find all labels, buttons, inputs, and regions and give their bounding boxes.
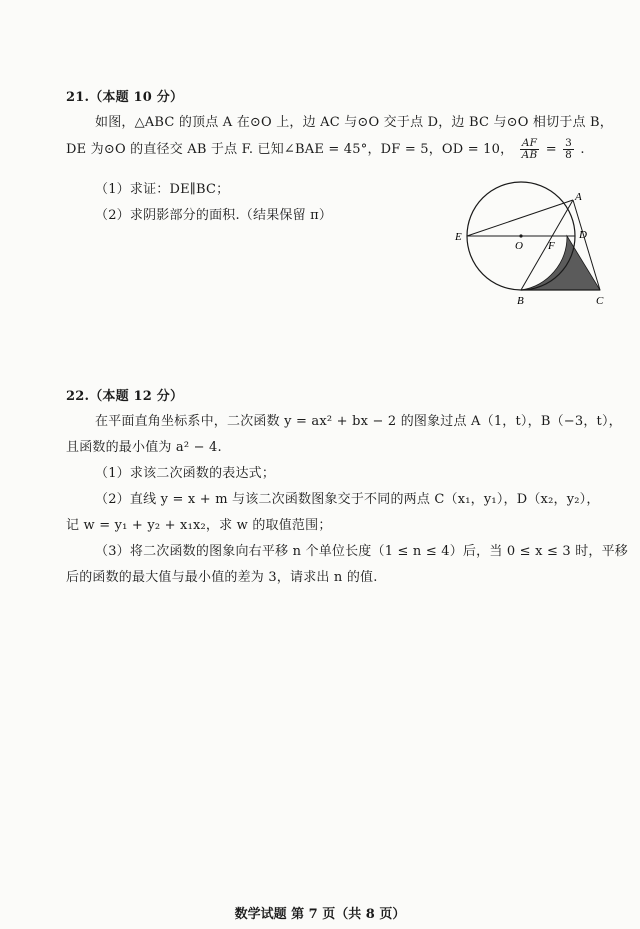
- q21-part-2: （2）求阴影部分的面积.（结果保留 π）: [95, 208, 333, 223]
- shaded-region: [521, 236, 600, 290]
- page-footer: 数学试题 第 7 页（共 8 页）: [234, 907, 406, 922]
- q21-ratio-value-numerator: 3: [565, 137, 573, 149]
- geometry-figure: [450, 180, 610, 315]
- q21-header: 21.（本题 10 分）: [66, 90, 184, 105]
- q22-line-1: 在平面直角坐标系中，二次函数 y = ax² + bx − 2 的图象过点 A（1，t），B（−3，t），: [95, 414, 622, 429]
- label-c: C: [596, 295, 604, 307]
- q22-header: 22.（本题 12 分）: [66, 389, 184, 404]
- q21-ratio-denominator: AB: [521, 149, 538, 161]
- q21-ratio-value-denominator: 8: [565, 149, 573, 161]
- q21-intro-line-2-end: .: [580, 142, 585, 157]
- q21-ratio-numerator: AF: [520, 138, 540, 150]
- label-a: A: [575, 191, 582, 203]
- q22-part-3-line-2: 后的函数的最大值与最小值的差为 3，请求出 n 的值.: [66, 570, 378, 585]
- q22-part-2-line-1: （2）直线 y = x + m 与该二次函数图象交于不同的两点 C（x₁，y₁），D（x₂，y₂），: [95, 492, 600, 507]
- label-b: B: [517, 295, 524, 307]
- q22-line-2: 且函数的最小值为 a² − 4.: [66, 440, 222, 455]
- label-e: E: [455, 231, 462, 243]
- q21-ratio-equals: =: [545, 142, 557, 157]
- q21-intro-line-2: [66, 138, 585, 161]
- q22-part-3-line-1: （3）将二次函数的图象向右平移 n 个单位长度（1 ≤ n ≤ 4）后，当 0 ≤ x ≤ 3 时，平移: [95, 544, 628, 559]
- label-d: D: [579, 229, 587, 241]
- label-f: F: [548, 240, 555, 252]
- q21-ratio-value: [563, 138, 574, 161]
- q21-intro-line-1: 如图，△ABC 的顶点 A 在⊙O 上，边 AC 与⊙O 交于点 D，边 BC 与⊙O 相切于点 B，: [95, 115, 614, 130]
- label-o: O: [515, 240, 523, 252]
- center-point: [519, 234, 522, 237]
- segment-ae: [467, 200, 573, 236]
- q22-part-2-line-2: 记 w = y₁ + y₂ + x₁x₂，求 w 的取值范围；: [66, 518, 332, 533]
- q21-intro-line-2-text: DE 为⊙O 的直径交 AB 于点 F. 已知∠BAE = 45°，DF = 5，OD = 10，: [66, 142, 514, 157]
- q21-ratio-fraction: [520, 138, 540, 161]
- q22-part-1: （1）求该二次函数的表达式；: [95, 466, 276, 481]
- q21-part-1: （1）求证：DE∥BC；: [95, 182, 230, 197]
